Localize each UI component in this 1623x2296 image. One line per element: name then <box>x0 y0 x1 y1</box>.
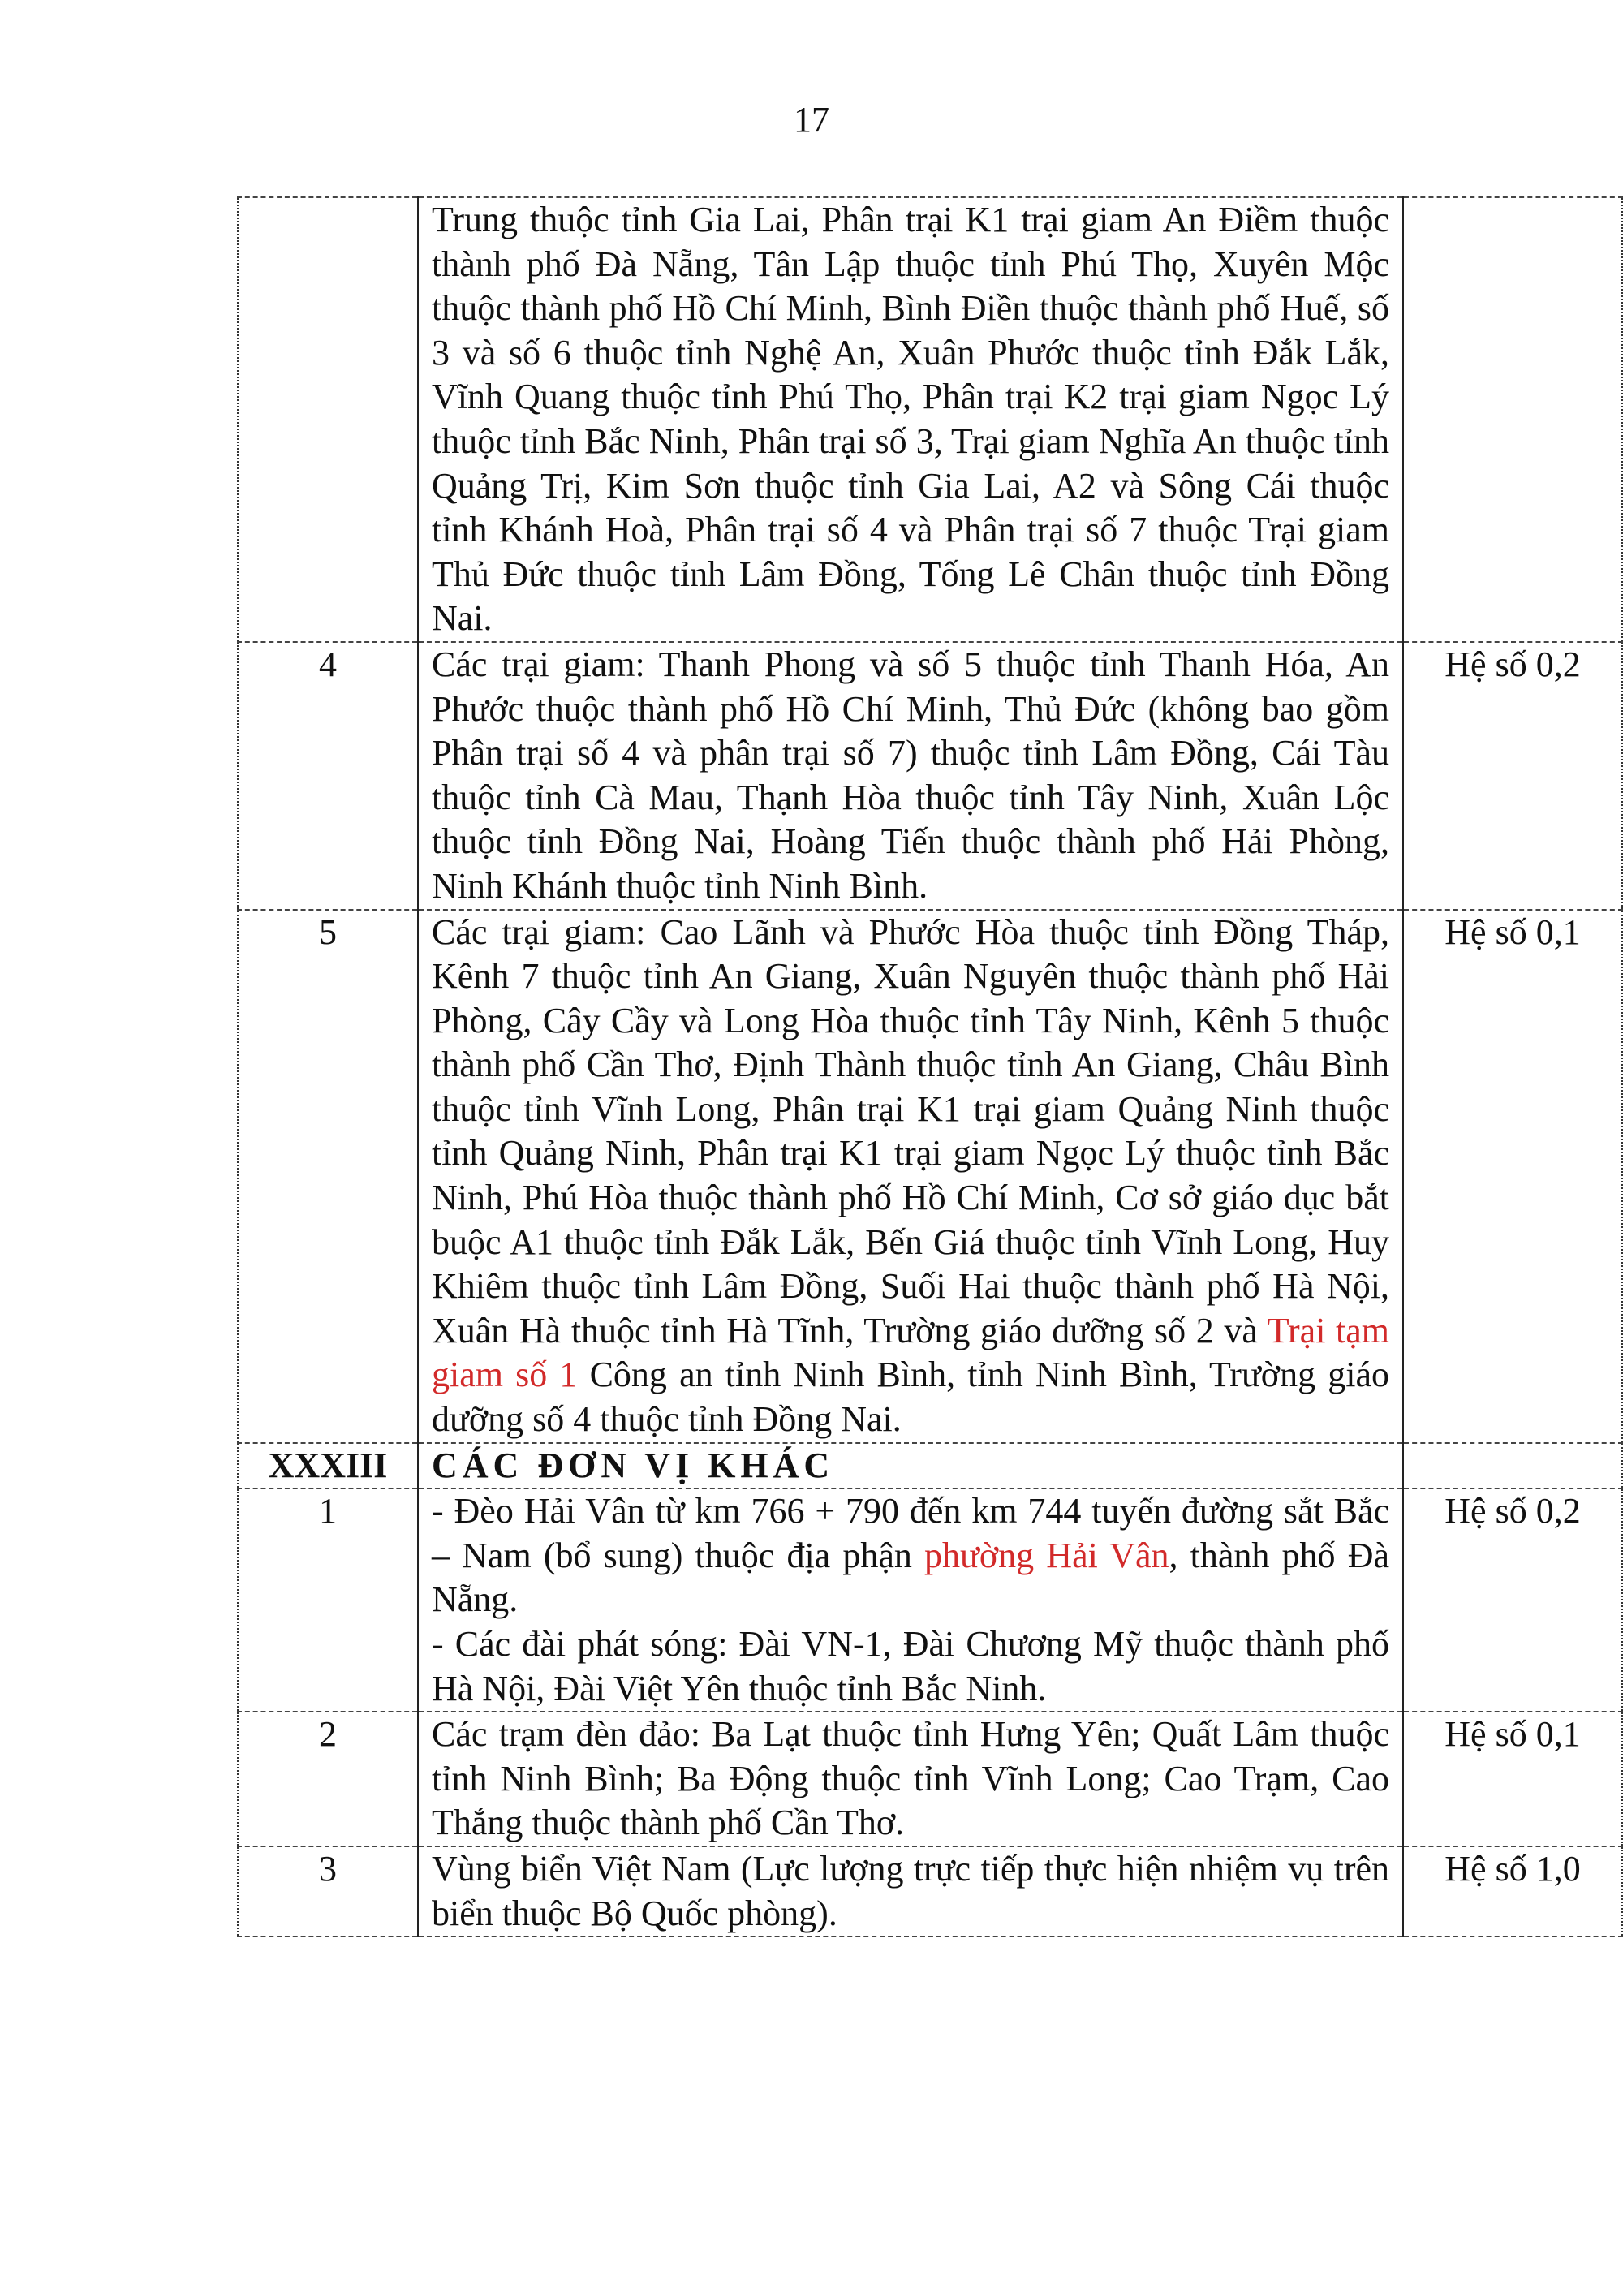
section-title: CÁC ĐƠN VỊ KHÁC <box>432 1445 835 1485</box>
row-number: 2 <box>238 1712 418 1846</box>
row-coefficient: Hệ số 0,1 <box>1403 1712 1622 1846</box>
row-number: 4 <box>238 642 418 910</box>
row-text-line: - Các đài phát sóng: Đài VN-1, Đài Chương Mỹ thuộc thành phố Hà Nội, Đài Việt Yên thuộc tỉnh Bắc Ninh. <box>432 1624 1389 1708</box>
section-row <box>238 1443 1622 1489</box>
row-coefficient <box>1403 1443 1622 1489</box>
table-row <box>238 910 1622 1443</box>
row-text: Các trạm đèn đảo: Ba Lạt thuộc tỉnh Hưng Yên; Quất Lâm thuộc tỉnh Ninh Bình; Ba Động thuộc tỉnh Vĩnh Long; Cao Trạm, Cao Thắng thuộc thành phố Cần Thơ. <box>418 1712 1403 1846</box>
row-text-line <box>432 1489 1389 1622</box>
row-text: Các trại giam: Thanh Phong và số 5 thuộc tỉnh Thanh Hóa, An Phước thuộc thành phố Hồ Chí Minh, Thủ Đức (không bao gồm Phân trại số 4 và phân trại số 7) thuộc tỉnh Lâm Đồng, Cái Tàu thuộc tỉnh Cà Mau, Thạnh Hòa thuộc tỉnh Tây Ninh, Xuân Lộc thuộc tỉnh Đồng Nai, Hoàng Tiến thuộc thành phố Hải Phòng, Ninh Khánh thuộc tỉnh Ninh Bình. <box>418 642 1403 910</box>
row-coefficient <box>1403 197 1622 642</box>
table-row <box>238 642 1622 910</box>
row-number: 1 <box>238 1488 418 1712</box>
highlighted-text: phường Hải Vân <box>924 1535 1169 1575</box>
table-row <box>238 197 1622 642</box>
row-text-part: , thành phố Đà Nẵng. <box>432 1535 1390 1620</box>
page-number: 17 <box>794 100 829 140</box>
row-coefficient: Hệ số 0,1 <box>1403 910 1622 1443</box>
highlighted-text: Trại tạm giam số 1 <box>432 1310 1390 1395</box>
row-number <box>238 197 418 642</box>
row-text-part: Các trại giam: Cao Lãnh và Phước Hòa thuộc tỉnh Đồng Tháp, Kênh 7 thuộc tỉnh An Giang, Xuân Nguyên thuộc thành phố Hải Phòng, Cây Cầy và Long Hòa thuộc tỉnh Tây Ninh, Kênh 5 thuộc thành phố Cần Thơ, Định Thành thuộc tỉnh An Giang, Châu Bình thuộc tỉnh Vĩnh Long, Phân trại K1 trại giam Quảng Ninh thuộc tỉnh Quảng Ninh, Phân trại K1 trại giam Ngọc Lý thuộc tỉnh Bắc Ninh, Phú Hòa thuộc thành phố Hồ Chí Minh, Cơ sở giáo dục bắt buộc A1 thuộc tỉnh Đắk Lắk, Bến Giá thuộc tỉnh Vĩnh Long, Huy Khiêm thuộc tỉnh Lâm Đồng, Suối Hai thuộc thành phố Hà Nội, Xuân Hà thuộc tỉnh Hà Tĩnh, Trường giáo dưỡng số 2 và <box>432 911 1389 1350</box>
row-text <box>418 910 1403 1443</box>
row-text: Vùng biển Việt Nam (Lực lượng trực tiếp thực hiện nhiệm vụ trên biển thuộc Bộ Quốc phòng). <box>418 1846 1403 1936</box>
coefficient-table <box>237 196 1623 1937</box>
table-row <box>238 1846 1622 1936</box>
row-number: 5 <box>238 910 418 1443</box>
row-text-part: - Đèo Hải Vân từ km 766 + 790 đến km 744 tuyến đường sắt Bắc – Nam (bổ sung) thuộc địa phận <box>432 1491 1389 1575</box>
section-number: XXXIII <box>238 1443 418 1489</box>
row-number: 3 <box>238 1846 418 1936</box>
table-row <box>238 1488 1622 1712</box>
row-coefficient: Hệ số 0,2 <box>1403 642 1622 910</box>
section-title-cell <box>418 1443 1403 1489</box>
row-coefficient: Hệ số 1,0 <box>1403 1846 1622 1936</box>
row-text-part: Công an tỉnh Ninh Bình, tỉnh Ninh Bình, Trường giáo dưỡng số 4 thuộc tỉnh Đồng Nai. <box>432 1355 1389 1440</box>
table-row <box>238 1712 1622 1846</box>
row-text <box>418 1488 1403 1712</box>
row-coefficient: Hệ số 0,2 <box>1403 1488 1622 1712</box>
row-text: Trung thuộc tỉnh Gia Lai, Phân trại K1 trại giam An Điềm thuộc thành phố Đà Nẵng, Tân Lập thuộc tỉnh Phú Thọ, Xuyên Mộc thuộc thành phố Hồ Chí Minh, Bình Điền thuộc thành phố Huế, số 3 và số 6 thuộc tỉnh Nghệ An, Xuân Phước thuộc tỉnh Đắk Lắk, Vĩnh Quang thuộc tỉnh Phú Thọ, Phân trại K2 trại giam Ngọc Lý thuộc tỉnh Bắc Ninh, Phân trại số 3, Trại giam Nghĩa An thuộc tỉnh Quảng Trị, Kim Sơn thuộc tỉnh Gia Lai, A2 và Sông Cái thuộc tỉnh Khánh Hoà, Phân trại số 4 và Phân trại số 7 thuộc Trại giam Thủ Đức thuộc tỉnh Lâm Đồng, Tống Lê Chân thuộc tỉnh Đồng Nai. <box>418 197 1403 642</box>
